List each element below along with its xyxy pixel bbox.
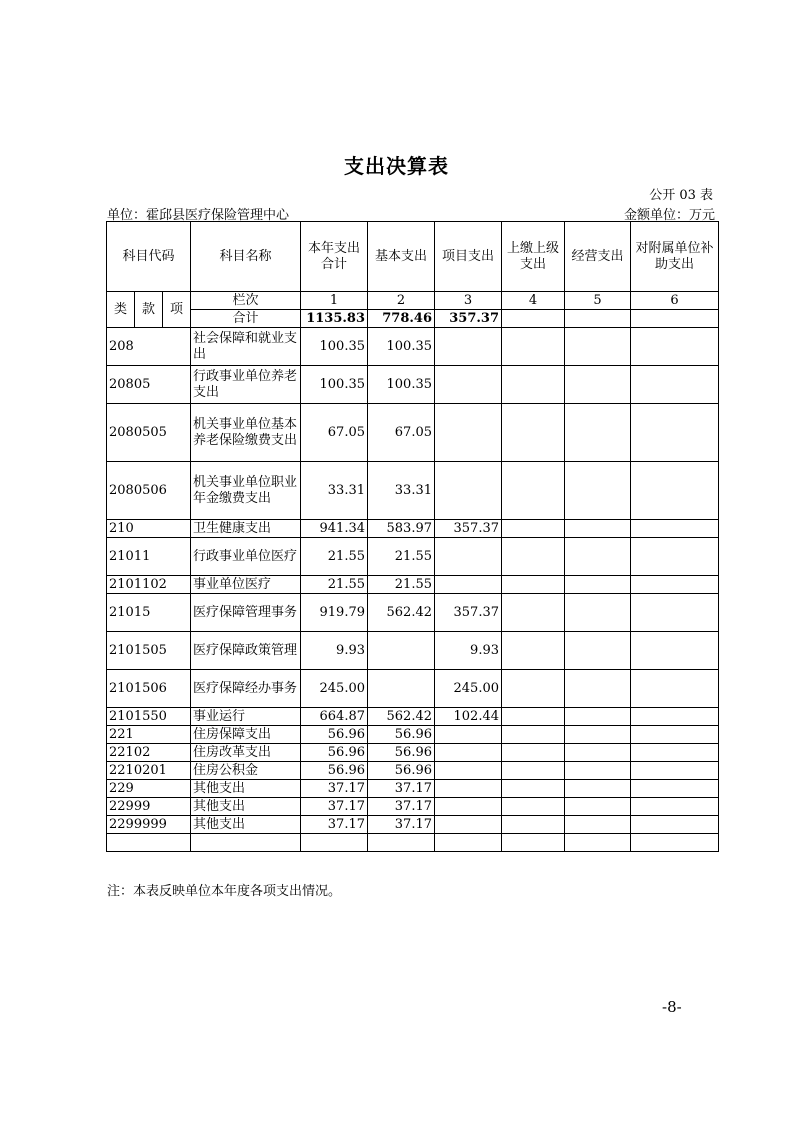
- table-row: [107, 520, 719, 538]
- row-code: 20805: [107, 366, 191, 404]
- table-row: [107, 538, 719, 576]
- row-project: [435, 780, 502, 798]
- column-index-row: [107, 292, 719, 310]
- row-name: 住房保障支出: [191, 726, 301, 744]
- header-subsidy: 对附属单位补助支出: [631, 222, 719, 292]
- row-code: 229: [107, 780, 191, 798]
- header-row: [107, 222, 719, 292]
- col-index-5: 5: [565, 292, 631, 310]
- row-code: 2101505: [107, 632, 191, 670]
- header-upper: 上缴上级支出: [502, 222, 565, 292]
- row-subsidy: [631, 366, 719, 404]
- row-business: [565, 538, 631, 576]
- row-total: 245.00: [301, 670, 368, 708]
- row-basic: 37.17: [368, 798, 435, 816]
- row-total: 56.96: [301, 744, 368, 762]
- row-upper: [502, 798, 565, 816]
- row-basic: 56.96: [368, 762, 435, 780]
- row-subsidy: [631, 594, 719, 632]
- col-index-2: 2: [368, 292, 435, 310]
- totals-total: 1135.83: [301, 310, 368, 328]
- table-row: [107, 328, 719, 366]
- row-name: 其他支出: [191, 780, 301, 798]
- row-upper: [502, 744, 565, 762]
- row-basic: 562.42: [368, 708, 435, 726]
- row-subsidy: [631, 462, 719, 520]
- row-basic: 56.96: [368, 726, 435, 744]
- row-project: [435, 798, 502, 816]
- footnote: 注：本表反映单位本年度各项支出情况。: [107, 884, 342, 899]
- table-row: [107, 708, 719, 726]
- row-total: 56.96: [301, 762, 368, 780]
- row-name: 事业单位医疗: [191, 576, 301, 594]
- row-subsidy: [631, 670, 719, 708]
- row-project: [435, 462, 502, 520]
- row-code: 21011: [107, 538, 191, 576]
- row-business: [565, 632, 631, 670]
- table-row: [107, 762, 719, 780]
- header-kuan: 款: [135, 292, 163, 328]
- table-row: [107, 798, 719, 816]
- row-upper: [502, 708, 565, 726]
- row-business: [565, 762, 631, 780]
- totals-basic: 778.46: [368, 310, 435, 328]
- row-upper: [502, 726, 565, 744]
- row-name: 医疗保障政策管理: [191, 632, 301, 670]
- header-name: 科目名称: [191, 222, 301, 292]
- row-business: [565, 462, 631, 520]
- page-title: 支出决算表: [344, 154, 449, 178]
- empty-cell: [435, 834, 502, 852]
- row-code: 2101102: [107, 576, 191, 594]
- empty-cell: [191, 834, 301, 852]
- form-number: 公开 03 表: [649, 188, 713, 203]
- table-row: [107, 744, 719, 762]
- row-project: [435, 762, 502, 780]
- row-total: 67.05: [301, 404, 368, 462]
- row-business: [565, 708, 631, 726]
- empty-cell: [107, 834, 191, 852]
- row-name: 社会保障和就业支出: [191, 328, 301, 366]
- col-index-3: 3: [435, 292, 502, 310]
- row-basic: 67.05: [368, 404, 435, 462]
- row-business: [565, 744, 631, 762]
- row-name: 行政事业单位医疗: [191, 538, 301, 576]
- row-total: 21.55: [301, 538, 368, 576]
- row-subsidy: [631, 744, 719, 762]
- row-upper: [502, 780, 565, 798]
- row-total: 664.87: [301, 708, 368, 726]
- empty-cell: [565, 834, 631, 852]
- table-row-empty: [107, 834, 719, 852]
- table-row: [107, 816, 719, 834]
- row-subsidy: [631, 328, 719, 366]
- header-business: 经营支出: [565, 222, 631, 292]
- row-business: [565, 328, 631, 366]
- row-name: 住房改革支出: [191, 744, 301, 762]
- empty-cell: [631, 834, 719, 852]
- row-total: 100.35: [301, 328, 368, 366]
- header-lei: 类: [107, 292, 135, 328]
- unit-label: 单位：霍邱县医疗保险管理中心: [107, 208, 290, 223]
- totals-row: [107, 310, 719, 328]
- row-business: [565, 576, 631, 594]
- row-project: 102.44: [435, 708, 502, 726]
- row-name: 住房公积金: [191, 762, 301, 780]
- row-basic: 37.17: [368, 780, 435, 798]
- row-upper: [502, 576, 565, 594]
- table-row: [107, 632, 719, 670]
- row-name: 其他支出: [191, 798, 301, 816]
- row-code: 210: [107, 520, 191, 538]
- row-project: [435, 576, 502, 594]
- row-subsidy: [631, 708, 719, 726]
- row-project: [435, 328, 502, 366]
- table-row: [107, 594, 719, 632]
- row-business: [565, 816, 631, 834]
- col-index-4: 4: [502, 292, 565, 310]
- row-business: [565, 520, 631, 538]
- row-subsidy: [631, 632, 719, 670]
- row-project: 357.37: [435, 594, 502, 632]
- row-project: [435, 726, 502, 744]
- row-upper: [502, 762, 565, 780]
- row-basic: 562.42: [368, 594, 435, 632]
- row-subsidy: [631, 762, 719, 780]
- row-subsidy: [631, 404, 719, 462]
- table-row: [107, 366, 719, 404]
- row-code: 2101550: [107, 708, 191, 726]
- row-name: 其他支出: [191, 816, 301, 834]
- row-code: 221: [107, 726, 191, 744]
- row-code: 22999: [107, 798, 191, 816]
- row-project: [435, 538, 502, 576]
- row-business: [565, 726, 631, 744]
- row-total: 37.17: [301, 816, 368, 834]
- row-business: [565, 404, 631, 462]
- row-code: 2101506: [107, 670, 191, 708]
- row-upper: [502, 538, 565, 576]
- row-code: 2210201: [107, 762, 191, 780]
- empty-cell: [368, 834, 435, 852]
- row-name: 卫生健康支出: [191, 520, 301, 538]
- row-basic: 56.96: [368, 744, 435, 762]
- row-total: 9.93: [301, 632, 368, 670]
- table-row: [107, 404, 719, 462]
- row-upper: [502, 520, 565, 538]
- row-total: 941.34: [301, 520, 368, 538]
- row-name: 医疗保障管理事务: [191, 594, 301, 632]
- totals-upper: [502, 310, 565, 328]
- table-body: [107, 328, 719, 852]
- row-name: 行政事业单位养老支出: [191, 366, 301, 404]
- header-project: 项目支出: [435, 222, 502, 292]
- row-total: 100.35: [301, 366, 368, 404]
- table-row: [107, 462, 719, 520]
- header-basic: 基本支出: [368, 222, 435, 292]
- row-project: [435, 366, 502, 404]
- row-subsidy: [631, 520, 719, 538]
- row-basic: [368, 632, 435, 670]
- header-total: 本年支出合计: [301, 222, 368, 292]
- row-upper: [502, 816, 565, 834]
- row-total: 37.17: [301, 798, 368, 816]
- empty-cell: [301, 834, 368, 852]
- row-subsidy: [631, 798, 719, 816]
- row-basic: 21.55: [368, 538, 435, 576]
- empty-cell: [502, 834, 565, 852]
- row-total: 56.96: [301, 726, 368, 744]
- row-code: 2299999: [107, 816, 191, 834]
- expenditure-table: [106, 221, 719, 852]
- header-code: 科目代码: [107, 222, 191, 292]
- row-upper: [502, 594, 565, 632]
- table-row: [107, 726, 719, 744]
- row-code: 208: [107, 328, 191, 366]
- row-business: [565, 366, 631, 404]
- row-project: 245.00: [435, 670, 502, 708]
- row-business: [565, 798, 631, 816]
- col-index-6: 6: [631, 292, 719, 310]
- amount-unit-label: 金额单位：万元: [623, 208, 715, 223]
- totals-project: 357.37: [435, 310, 502, 328]
- row-upper: [502, 404, 565, 462]
- row-code: 21015: [107, 594, 191, 632]
- row-name: 机关事业单位职业年金缴费支出: [191, 462, 301, 520]
- row-upper: [502, 366, 565, 404]
- row-basic: 21.55: [368, 576, 435, 594]
- row-upper: [502, 632, 565, 670]
- row-basic: 100.35: [368, 328, 435, 366]
- row-business: [565, 780, 631, 798]
- row-business: [565, 670, 631, 708]
- row-total: 33.31: [301, 462, 368, 520]
- row-subsidy: [631, 726, 719, 744]
- row-business: [565, 594, 631, 632]
- row-subsidy: [631, 538, 719, 576]
- page-number: -8-: [662, 998, 682, 1016]
- row-code: 22102: [107, 744, 191, 762]
- row-basic: 33.31: [368, 462, 435, 520]
- row-project: 9.93: [435, 632, 502, 670]
- table-row: [107, 576, 719, 594]
- header-xiang: 项: [163, 292, 191, 328]
- header-lanci: 栏次: [191, 292, 301, 310]
- row-total: 21.55: [301, 576, 368, 594]
- row-subsidy: [631, 576, 719, 594]
- row-upper: [502, 462, 565, 520]
- totals-label: 合计: [191, 310, 301, 328]
- row-project: 357.37: [435, 520, 502, 538]
- row-name: 医疗保障经办事务: [191, 670, 301, 708]
- table-row: [107, 670, 719, 708]
- row-basic: [368, 670, 435, 708]
- totals-business: [565, 310, 631, 328]
- row-subsidy: [631, 780, 719, 798]
- row-name: 事业运行: [191, 708, 301, 726]
- totals-subsidy: [631, 310, 719, 328]
- row-basic: 100.35: [368, 366, 435, 404]
- row-project: [435, 816, 502, 834]
- row-code: 2080506: [107, 462, 191, 520]
- table-row: [107, 780, 719, 798]
- col-index-1: 1: [301, 292, 368, 310]
- row-project: [435, 404, 502, 462]
- row-code: 2080505: [107, 404, 191, 462]
- row-total: 919.79: [301, 594, 368, 632]
- row-name: 机关事业单位基本养老保险缴费支出: [191, 404, 301, 462]
- row-upper: [502, 328, 565, 366]
- row-basic: 583.97: [368, 520, 435, 538]
- row-basic: 37.17: [368, 816, 435, 834]
- row-project: [435, 744, 502, 762]
- row-upper: [502, 670, 565, 708]
- row-subsidy: [631, 816, 719, 834]
- row-total: 37.17: [301, 780, 368, 798]
